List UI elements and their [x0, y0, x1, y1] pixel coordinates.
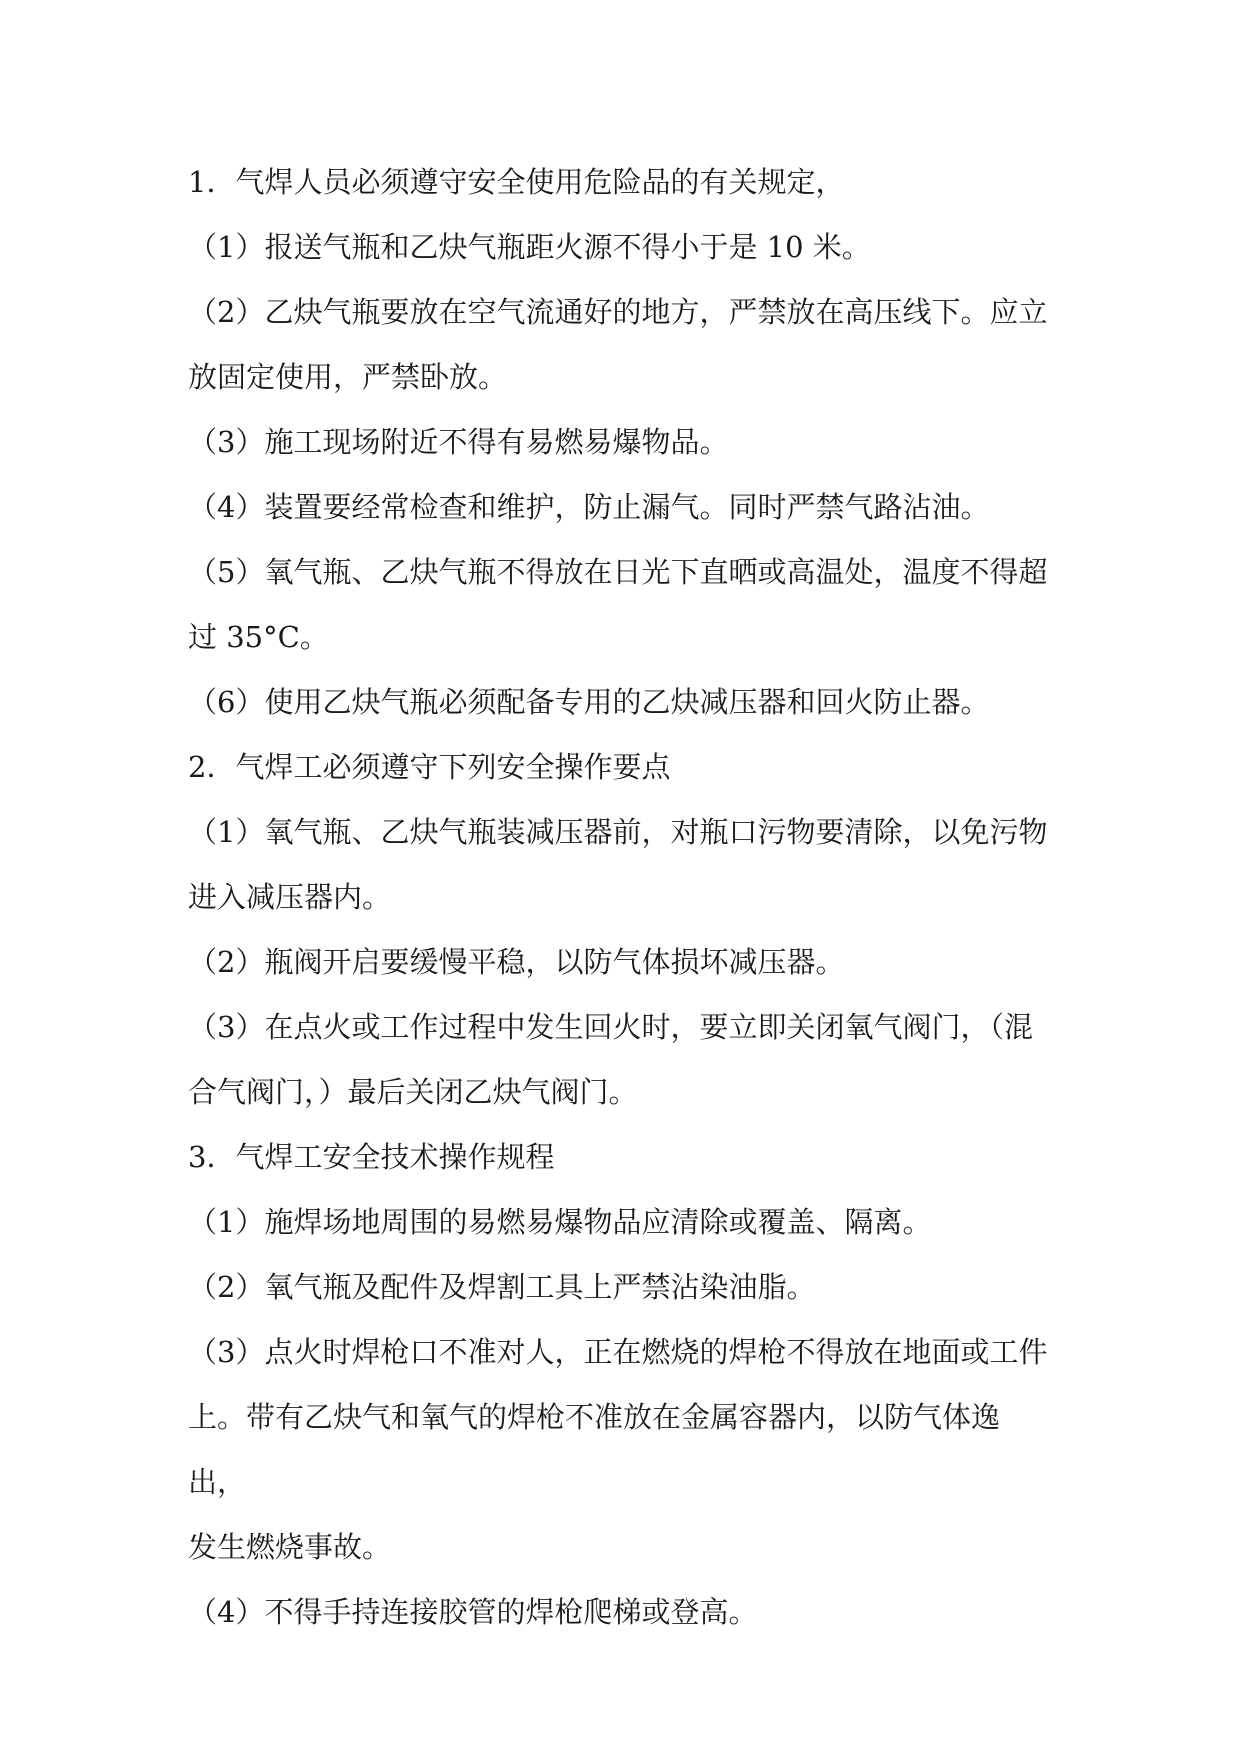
rule-2-1-line-2: 进入减压器内。 [188, 880, 392, 914]
section-3-heading: 3．气焊工安全技术操作规程 [188, 1140, 555, 1174]
rule-2-1-line-1: （1）氧气瓶、乙炔气瓶装减压器前，对瓶口污物要清除，以免污物 [188, 815, 1048, 849]
rule-1-5-line-2: 过 35°C。 [188, 620, 329, 654]
section-2-heading: 2．气焊工必须遵守下列安全操作要点 [188, 750, 671, 784]
section-1-heading: 1．气焊人员必须遵守安全使用危险品的有关规定， [188, 165, 845, 199]
rule-1-2-line-2: 放固定使用，严禁卧放。 [188, 360, 508, 394]
rule-3-1: （1）施焊场地周围的易燃易爆物品应清除或覆盖、隔离。 [188, 1205, 932, 1239]
rule-2-3-line-2: 合气阀门，）最后关闭乙炔气阀门。 [188, 1075, 638, 1109]
rule-1-4: （4）装置要经常检查和维护，防止漏气。同时严禁气路沾油。 [188, 490, 990, 524]
rule-2-2: （2）瓶阀开启要缓慢平稳，以防气体损坏减压器。 [188, 945, 845, 979]
document-body [188, 150, 1054, 1645]
rule-3-3-line-1: （3）点火时焊枪口不准对人，正在燃烧的焊枪不得放在地面或工件 [188, 1335, 1048, 1369]
rule-3-3-line-2: 上。带有乙炔气和氧气的焊枪不准放在金属容器内，以防气体逸出， [188, 1400, 1001, 1499]
rule-3-2: （2）氧气瓶及配件及焊割工具上严禁沾染油脂。 [188, 1270, 816, 1304]
rule-1-2-line-1: （2）乙炔气瓶要放在空气流通好的地方，严禁放在高压线下。应立 [188, 295, 1048, 329]
rule-3-4: （4）不得手持连接胶管的焊枪爬梯或登高。 [188, 1595, 758, 1629]
rule-1-6: （6）使用乙炔气瓶必须配备专用的乙炔减压器和回火防止器。 [188, 685, 990, 719]
rule-1-1: （1）报送气瓶和乙炔气瓶距火源不得小于是 10 米。 [188, 230, 871, 264]
rule-3-3-line-3: 发生燃烧事故。 [188, 1530, 392, 1564]
rule-2-3-line-1: （3）在点火或工作过程中发生回火时，要立即关闭氧气阀门，（混 [188, 1010, 1033, 1044]
rule-1-3: （3）施工现场附近不得有易燃易爆物品。 [188, 425, 729, 459]
rule-1-5-line-1: （5）氧气瓶、乙炔气瓶不得放在日光下直晒或高温处，温度不得超 [188, 555, 1048, 589]
